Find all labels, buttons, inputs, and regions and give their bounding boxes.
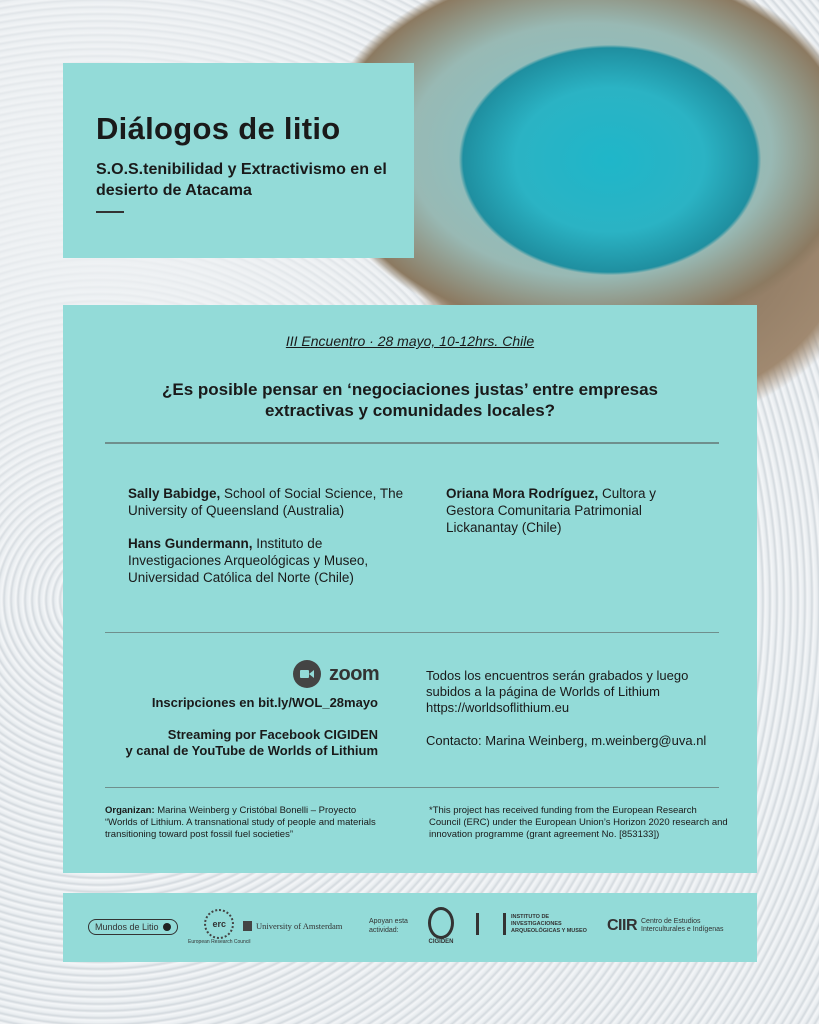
streaming-line-2: y canal de YouTube de Worlds of Lithium xyxy=(125,743,378,758)
speaker-2 xyxy=(128,535,418,586)
apoyan-label: Apoyan esta actividad: xyxy=(369,918,408,934)
event-date-line: III Encuentro · 28 mayo, 10-12hrs. Chile xyxy=(285,333,535,349)
ciir-logo xyxy=(607,917,741,935)
speaker-name: Oriana Mora Rodríguez, xyxy=(446,486,599,501)
organizers-label: Organizan: xyxy=(105,805,155,816)
dot-icon xyxy=(163,923,171,931)
cigiden-logo xyxy=(428,907,454,945)
video-camera-icon xyxy=(293,660,321,688)
speaker-affiliation: Instituto de Investigaciones Arqueológicas y Museo, Universidad Católica del Norte (Chile) xyxy=(128,536,369,585)
contact-info: Contacto: Marina Weinberg, m.weinberg@uva.nl xyxy=(426,733,707,748)
recording-note: Todos los encuentros serán grabados y luego subidos a la página de Worlds of Lithium https://worldsoflithium.eu xyxy=(426,668,689,715)
ciir-label: Centro de Estudios Interculturales e Indígenas xyxy=(641,918,724,933)
streaming-line-1: Streaming por Facebook CIGIDEN xyxy=(167,727,378,742)
erc-mark: erc xyxy=(204,909,234,939)
speaker-affiliation: School of Social Science, The University of Queensland (Australia) xyxy=(128,486,404,518)
logo-strip xyxy=(63,893,757,962)
speaker-name: Hans Gundermann, xyxy=(128,536,253,551)
speaker-3 xyxy=(446,485,696,536)
divider xyxy=(105,787,719,788)
zoom-logo xyxy=(293,660,379,688)
mundos-de-litio-logo xyxy=(88,919,178,935)
event-question: ¿Es posible pensar en ‘negociaciones justas’ entre empresas extractivas y comunidades locales? xyxy=(161,380,659,420)
erc-subtitle: European Research Council xyxy=(188,939,251,945)
speaker-1 xyxy=(128,485,418,519)
organizers-text: Marina Weinberg y Cristóbal Bonelli – Proyecto “Worlds of Lithium. A transnational study of people and materials transitioning toward post fossil fuel societies” xyxy=(105,805,376,840)
registration-link[interactable]: Inscripciones en bit.ly/WOL_28mayo xyxy=(151,695,378,710)
divider xyxy=(105,632,719,633)
uva-shield-icon xyxy=(243,921,252,931)
funding-note: *This project has received funding from the European Research Council (ERC) under the European Union’s Horizon 2020 research and innovation programme (grant agreement No. [853133]) xyxy=(429,805,728,840)
mundos-label: Mundos de Litio xyxy=(95,922,159,932)
title-panel xyxy=(63,63,414,258)
cigiden-mark-icon xyxy=(428,907,454,939)
instituto-mark-icon xyxy=(476,913,506,935)
instituto-logo xyxy=(476,913,591,935)
page-subtitle: S.O.S.tenibilidad y Extractivismo en el desierto de Atacama xyxy=(96,161,387,199)
uva-label: University of Amsterdam xyxy=(256,921,343,931)
instituto-label: INSTITUTO DE INVESTIGACIONES ARQUEOLÓGICAS Y MUSEO xyxy=(511,913,587,934)
erc-logo xyxy=(188,909,251,945)
zoom-label: zoom xyxy=(329,662,380,685)
organizers xyxy=(105,805,385,841)
speaker-name: Sally Babidge, xyxy=(128,486,221,501)
streaming-info xyxy=(125,727,378,759)
cigiden-label: CIGIDEN xyxy=(428,939,454,945)
event-panel xyxy=(63,305,757,873)
uva-logo xyxy=(243,921,342,931)
page-title: Diálogos de litio xyxy=(96,111,341,146)
ciir-mark: CIIR xyxy=(607,917,637,934)
divider xyxy=(105,442,719,444)
speaker-affiliation: Cultora y Gestora Comunitaria Patrimonial Lickanantay (Chile) xyxy=(446,486,657,535)
title-divider xyxy=(96,211,124,213)
